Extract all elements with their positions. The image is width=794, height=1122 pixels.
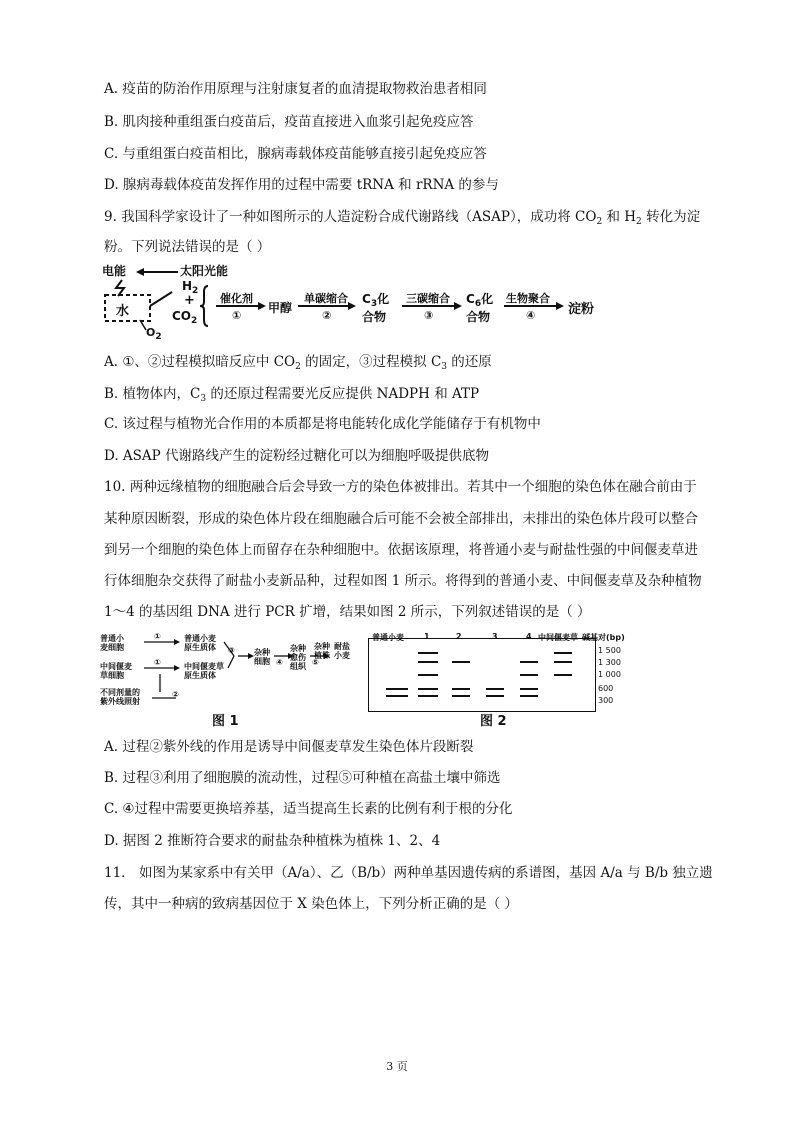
step-1b-label: ① (154, 658, 161, 667)
hybrid-cell-label: 杂种 细胞 (254, 648, 270, 666)
c3-condensation-label: 三碳缩合 (406, 292, 450, 305)
gel-band (554, 652, 572, 654)
grass-cell-label: 中间偃麦 草细胞 (100, 662, 132, 680)
q11-stem-line1: 11． 如图为某家系中有关甲（A/a）、乙（B/b）两种单基因遗传病的系谱图，基因 A/a 与 B/b 独立遗 (104, 865, 713, 881)
q10-stem-line5: 1～4 的基因组 DNA 进行 PCR 扩增，结果如图 2 所示，下列叙述错误的是（ ） (104, 604, 591, 620)
step-5-label-fig1: ⑤ (312, 658, 319, 667)
gel-band (418, 695, 438, 697)
q10-stem-line2: 某种原因断裂，形成的染色体片段在细胞融合后可能不会被全部排出，未排出的染色体片段可以整合 (104, 511, 698, 527)
lane-label-4: 4 (526, 632, 532, 641)
c3-compound-label-line2: 合物 (362, 310, 387, 324)
gel-band (418, 674, 438, 676)
figure-1-caption: 图 1 (212, 714, 239, 729)
q9-option-a: A. ①、②过程模拟暗反应中 $CO_2$ 的固定，③过程模拟 $C_3$ 的还原 (104, 354, 492, 372)
gel-band (520, 674, 538, 676)
c6-compound-label-line2: 合物 (466, 310, 491, 324)
gel-band (418, 652, 438, 654)
lane-label-1: 1 (424, 632, 430, 641)
gel-band (452, 695, 470, 697)
q10-stem-line1: 10. 两种远缘植物的细胞融合后会导致一方的染色体被排出。若其中一个细胞的染色体在融合前由于 (104, 479, 697, 495)
gel-band (554, 674, 572, 676)
figure-2-electrophoresis (368, 632, 648, 732)
q8-option-d: D. 腺病毒载体疫苗发挥作用的过程中需要 tRNA 和 rRNA 的参与 (104, 177, 499, 193)
gel-band (386, 688, 408, 690)
marker-300: 300 (598, 696, 614, 705)
q10-stem-line4: 行体细胞杂交获得了耐盐小麦新品种，过程如图 1 所示。将得到的普通小麦、中间偃麦草及杂种植物 (104, 573, 702, 589)
gel-band (452, 661, 470, 663)
gel-band (520, 695, 538, 697)
c3-compound-label: $C_3$化 (362, 292, 390, 309)
hybrid-callus-label: 杂种 愈伤 组织 (290, 644, 306, 671)
uv-irradiation-label: 不同剂量的 紫外线照射 (100, 688, 140, 706)
step-1a-label: ① (154, 632, 161, 641)
grass-protoplast-label: 中间偃麦草 原生质体 (184, 662, 224, 680)
catalyst-label: 催化剂 (220, 292, 253, 305)
q11-stem-line2: 传，其中一种病的致病基因位于 X 染色体上，下列分析正确的是（ ） (104, 896, 518, 912)
wheat-cell-label: 普通小 麦细胞 (100, 634, 124, 652)
step-3-label: ③ (424, 309, 434, 322)
q8-option-c: C. 与重组蛋白疫苗相比，腺病毒载体疫苗能够直接引起免疫应答 (104, 146, 487, 162)
salt-tolerant-wheat-label: 耐盐 小麦 (334, 642, 350, 660)
figure-1-process (100, 634, 350, 730)
q10-option-c: C. ④过程中需要更换培养基，适当提高生长素的比例有利于根的分化 (104, 801, 513, 817)
gel-band (486, 695, 504, 697)
gel-band (386, 695, 408, 697)
gel-band (486, 688, 504, 690)
q9-stem-line2: 粉。下列说法错误的是（ ） (104, 239, 271, 255)
lane-label-wheat: 普通小麦 (372, 633, 404, 642)
marker-1000: 1 000 (598, 670, 621, 679)
q10-option-b: B. 过程③利用了细胞膜的流动性，过程⑤可种植在高盐土壤中筛选 (104, 770, 501, 786)
marker-1500: 1 500 (598, 646, 621, 655)
step-3-label-fig1: ③ (228, 646, 235, 655)
starch-label: 淀粉 (568, 302, 595, 317)
q8-option-a: A. 疫苗的防治作用原理与注射康复者的血清提取物救治患者相同 (104, 81, 487, 97)
lane-label-grass: 中间偃麦草 (538, 633, 578, 642)
c6-compound-label: $C_6$化 (466, 292, 494, 309)
q9-stem-line1: 9. 我国科学家设计了一种如图所示的人造淀粉合成代谢路线（ASAP），成功将 $CO_2$ 和 $H_2$ 转化为淀 (104, 209, 701, 227)
bio-polymerization-label: 生物聚合 (506, 292, 550, 305)
plus-sign: + (184, 293, 195, 308)
step-4-label: ④ (526, 309, 536, 322)
wheat-protoplast-label: 普通小麦 原生质体 (184, 634, 216, 652)
gel-band (418, 661, 438, 663)
c1-condensation-label: 单碳缩合 (304, 292, 348, 305)
marker-1300: 1 300 (598, 658, 621, 667)
lane-label-3: 3 (492, 632, 498, 641)
gel-band (520, 688, 538, 690)
gel-band (452, 688, 470, 690)
step-2-label-fig1: ② (172, 690, 179, 699)
co2-label: $CO_2$ (172, 309, 198, 326)
step-4-label-fig1: ④ (276, 658, 283, 667)
h2-label: $H_2$ (182, 279, 199, 296)
step-1-label: ① (232, 309, 242, 322)
gel-band (418, 688, 438, 690)
bp-header: 碱基对(bp) (582, 633, 625, 642)
gel-band (554, 661, 572, 663)
q10-option-a: A. 过程②紫外线的作用是诱导中间偃麦草发生染色体片段断裂 (104, 739, 474, 755)
step-2-label: ② (322, 309, 332, 322)
q9-option-b: B. 植物体内，$C_3$ 的还原过程需要光反应提供 NADPH 和 ATP (104, 386, 480, 404)
figure-2-caption: 图 2 (480, 714, 507, 729)
marker-600: 600 (598, 684, 614, 693)
page-number: 3 页 (386, 1060, 408, 1073)
gel-band (520, 661, 538, 663)
q8-option-b: B. 肌肉接种重组蛋白疫苗后，疫苗直接进入血浆引起免疫应答 (104, 114, 474, 130)
lane-label-2: 2 (456, 632, 462, 641)
electric-energy-label: 电能 (102, 264, 127, 278)
q9-option-c: C. 该过程与植物光合作用的本质都是将电能转化成化学能储存于有机物中 (104, 416, 541, 432)
solar-energy-label: 太阳光能 (180, 264, 229, 278)
o2-label: $O_2$ (146, 326, 162, 342)
asap-pathway-figure (100, 262, 640, 342)
q9-option-d: D. ASAP 代谢路线产生的淀粉经过糖化可以为细胞呼吸提供底物 (104, 448, 490, 464)
hybrid-plant-label: 杂种 植株 (314, 642, 330, 660)
methanol-label: 甲醇 (268, 301, 293, 315)
q10-stem-line3: 到另一个细胞的染色体上而留存在杂种细胞中。依据该原理，将普通小麦与耐盐性强的中间偃麦草进 (104, 542, 698, 558)
q10-option-d: D. 据图 2 推断符合要求的耐盐杂种植株为植株 1、2、4 (104, 833, 441, 849)
water-label: 水 (116, 304, 130, 319)
